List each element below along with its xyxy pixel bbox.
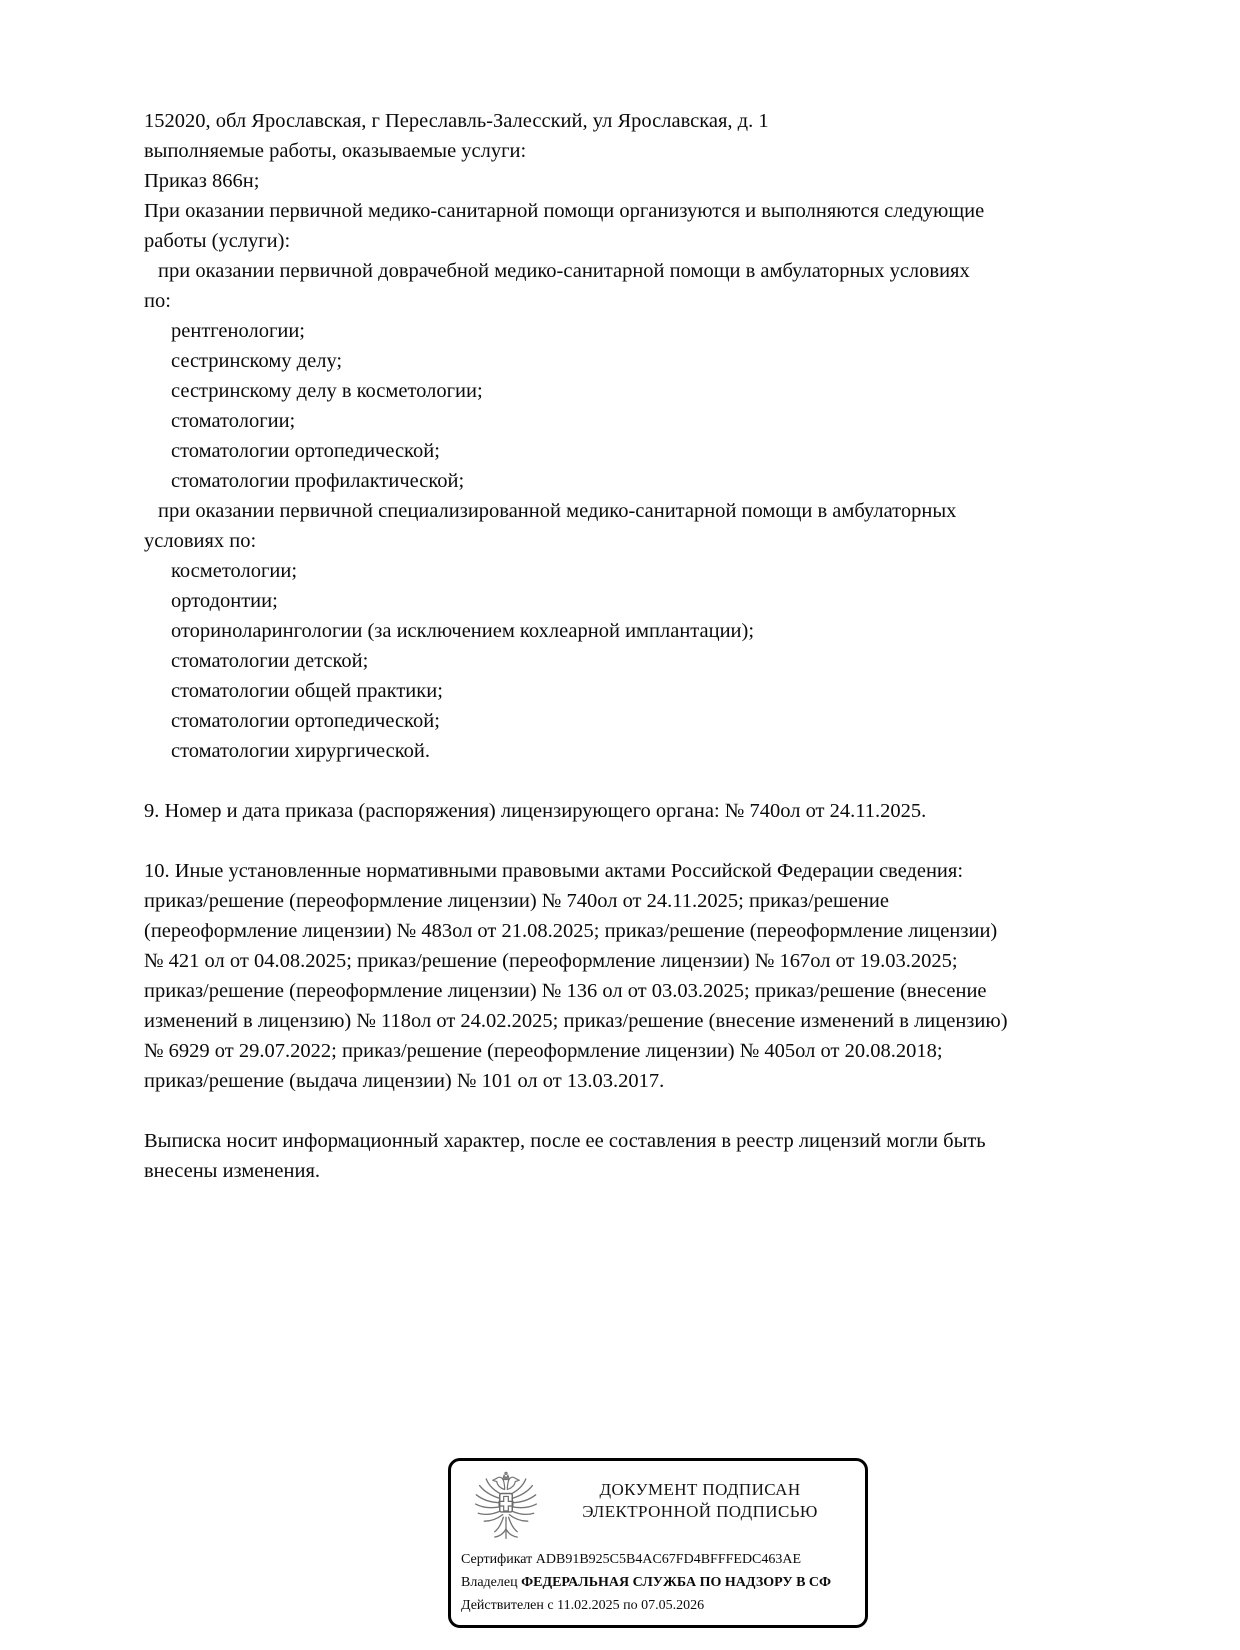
document-line: косметологии; [171, 560, 298, 582]
document-line: работы (услуги): [144, 230, 291, 252]
document-line: при оказании первичной доврачебной медико-санитарной помощи в амбулаторных условиях [158, 260, 970, 282]
document-line: стоматологии общей практики; [171, 680, 443, 702]
document-line: 152020, обл Ярославская, г Переславль-Залесский, ул Ярославская, д. 1 [144, 110, 769, 132]
certificate-line [461, 1548, 859, 1571]
document-line: рентгенологии; [171, 320, 305, 342]
document-line [144, 1096, 1144, 1126]
owner-value: ФЕДЕРАЛЬНАЯ СЛУЖБА ПО НАДЗОРУ В СФ [521, 1575, 832, 1590]
owner-line [461, 1571, 859, 1594]
document-line: стоматологии профилактической; [171, 470, 465, 492]
document-line: по: [144, 290, 171, 312]
document-line [144, 766, 1144, 796]
document-line: 10. Иные установленные нормативными правовыми актами Российской Федерации сведения: [144, 860, 964, 882]
document-line: приказ/решение (выдача лицензии) № 101 ол от 13.03.2017. [144, 1070, 665, 1092]
document-line: при оказании первичной специализированной медико-санитарной помощи в амбулаторных [158, 500, 957, 522]
document-line: приказ/решение (переоформление лицензии) № 740ол от 24.11.2025; приказ/решение [144, 890, 889, 912]
document-line: Выписка носит информационный характер, после ее составления в реестр лицензий могли быть [144, 1130, 986, 1152]
validity-line: Действителен с 11.02.2025 по 07.05.2026 [461, 1598, 705, 1613]
document-line: (переоформление лицензии) № 483ол от 21.08.2025; приказ/решение (переоформление лицензии) [144, 920, 998, 942]
document-line: № 6929 от 29.07.2022; приказ/решение (переоформление лицензии) № 405ол от 20.08.2018; [144, 1040, 943, 1062]
signature-stamp [448, 1458, 868, 1628]
certificate-value: ADB91B925C5B4AC67FD4BFFFEDC463AE [535, 1552, 802, 1567]
roszdravnadzor-eagle-emblem-icon [473, 1471, 539, 1545]
document-line: стоматологии хирургической. [171, 740, 431, 762]
document-line: сестринскому делу; [171, 350, 343, 372]
document-line: ортодонтии; [171, 590, 278, 612]
document-line: стоматологии ортопедической; [171, 710, 440, 732]
document-body [144, 106, 1144, 1186]
document-line: условиях по: [144, 530, 257, 552]
document-line: приказ/решение (переоформление лицензии) № 136 ол от 03.03.2025; приказ/решение (внесение [144, 980, 987, 1002]
stamp-title-line1: ДОКУМЕНТ ПОДПИСАН [599, 1480, 801, 1499]
document-line: При оказании первичной медико-санитарной помощи организуются и выполняются следующие [144, 200, 985, 222]
document-line: № 421 ол от 04.08.2025; приказ/решение (переоформление лицензии) № 167ол от 19.03.2025; [144, 950, 958, 972]
document-line: выполняемые работы, оказываемые услуги: [144, 140, 527, 162]
document-line: стоматологии; [171, 410, 296, 432]
document-line: внесены изменения. [144, 1160, 320, 1182]
document-line: изменений в лицензию) № 118ол от 24.02.2025; приказ/решение (внесение изменений в лицензию) [144, 1010, 1008, 1032]
certificate-label: Сертификат [461, 1552, 533, 1567]
document-line: Приказ 866н; [144, 170, 260, 192]
document-line: оториноларингологии (за исключением кохлеарной имплантации); [171, 620, 755, 642]
stamp-details [461, 1548, 859, 1617]
owner-label: Владелец [461, 1575, 518, 1590]
document-line: стоматологии ортопедической; [171, 440, 440, 462]
document-line: сестринскому делу в косметологии; [171, 380, 483, 402]
document-line: 9. Номер и дата приказа (распоряжения) лицензирующего органа: № 740ол от 24.11.2025. [144, 800, 927, 822]
document-line [144, 826, 1144, 856]
document-line: стоматологии детской; [171, 650, 369, 672]
stamp-title [547, 1479, 853, 1523]
stamp-title-line2: ЭЛЕКТРОННОЙ ПОДПИСЬЮ [582, 1502, 818, 1521]
